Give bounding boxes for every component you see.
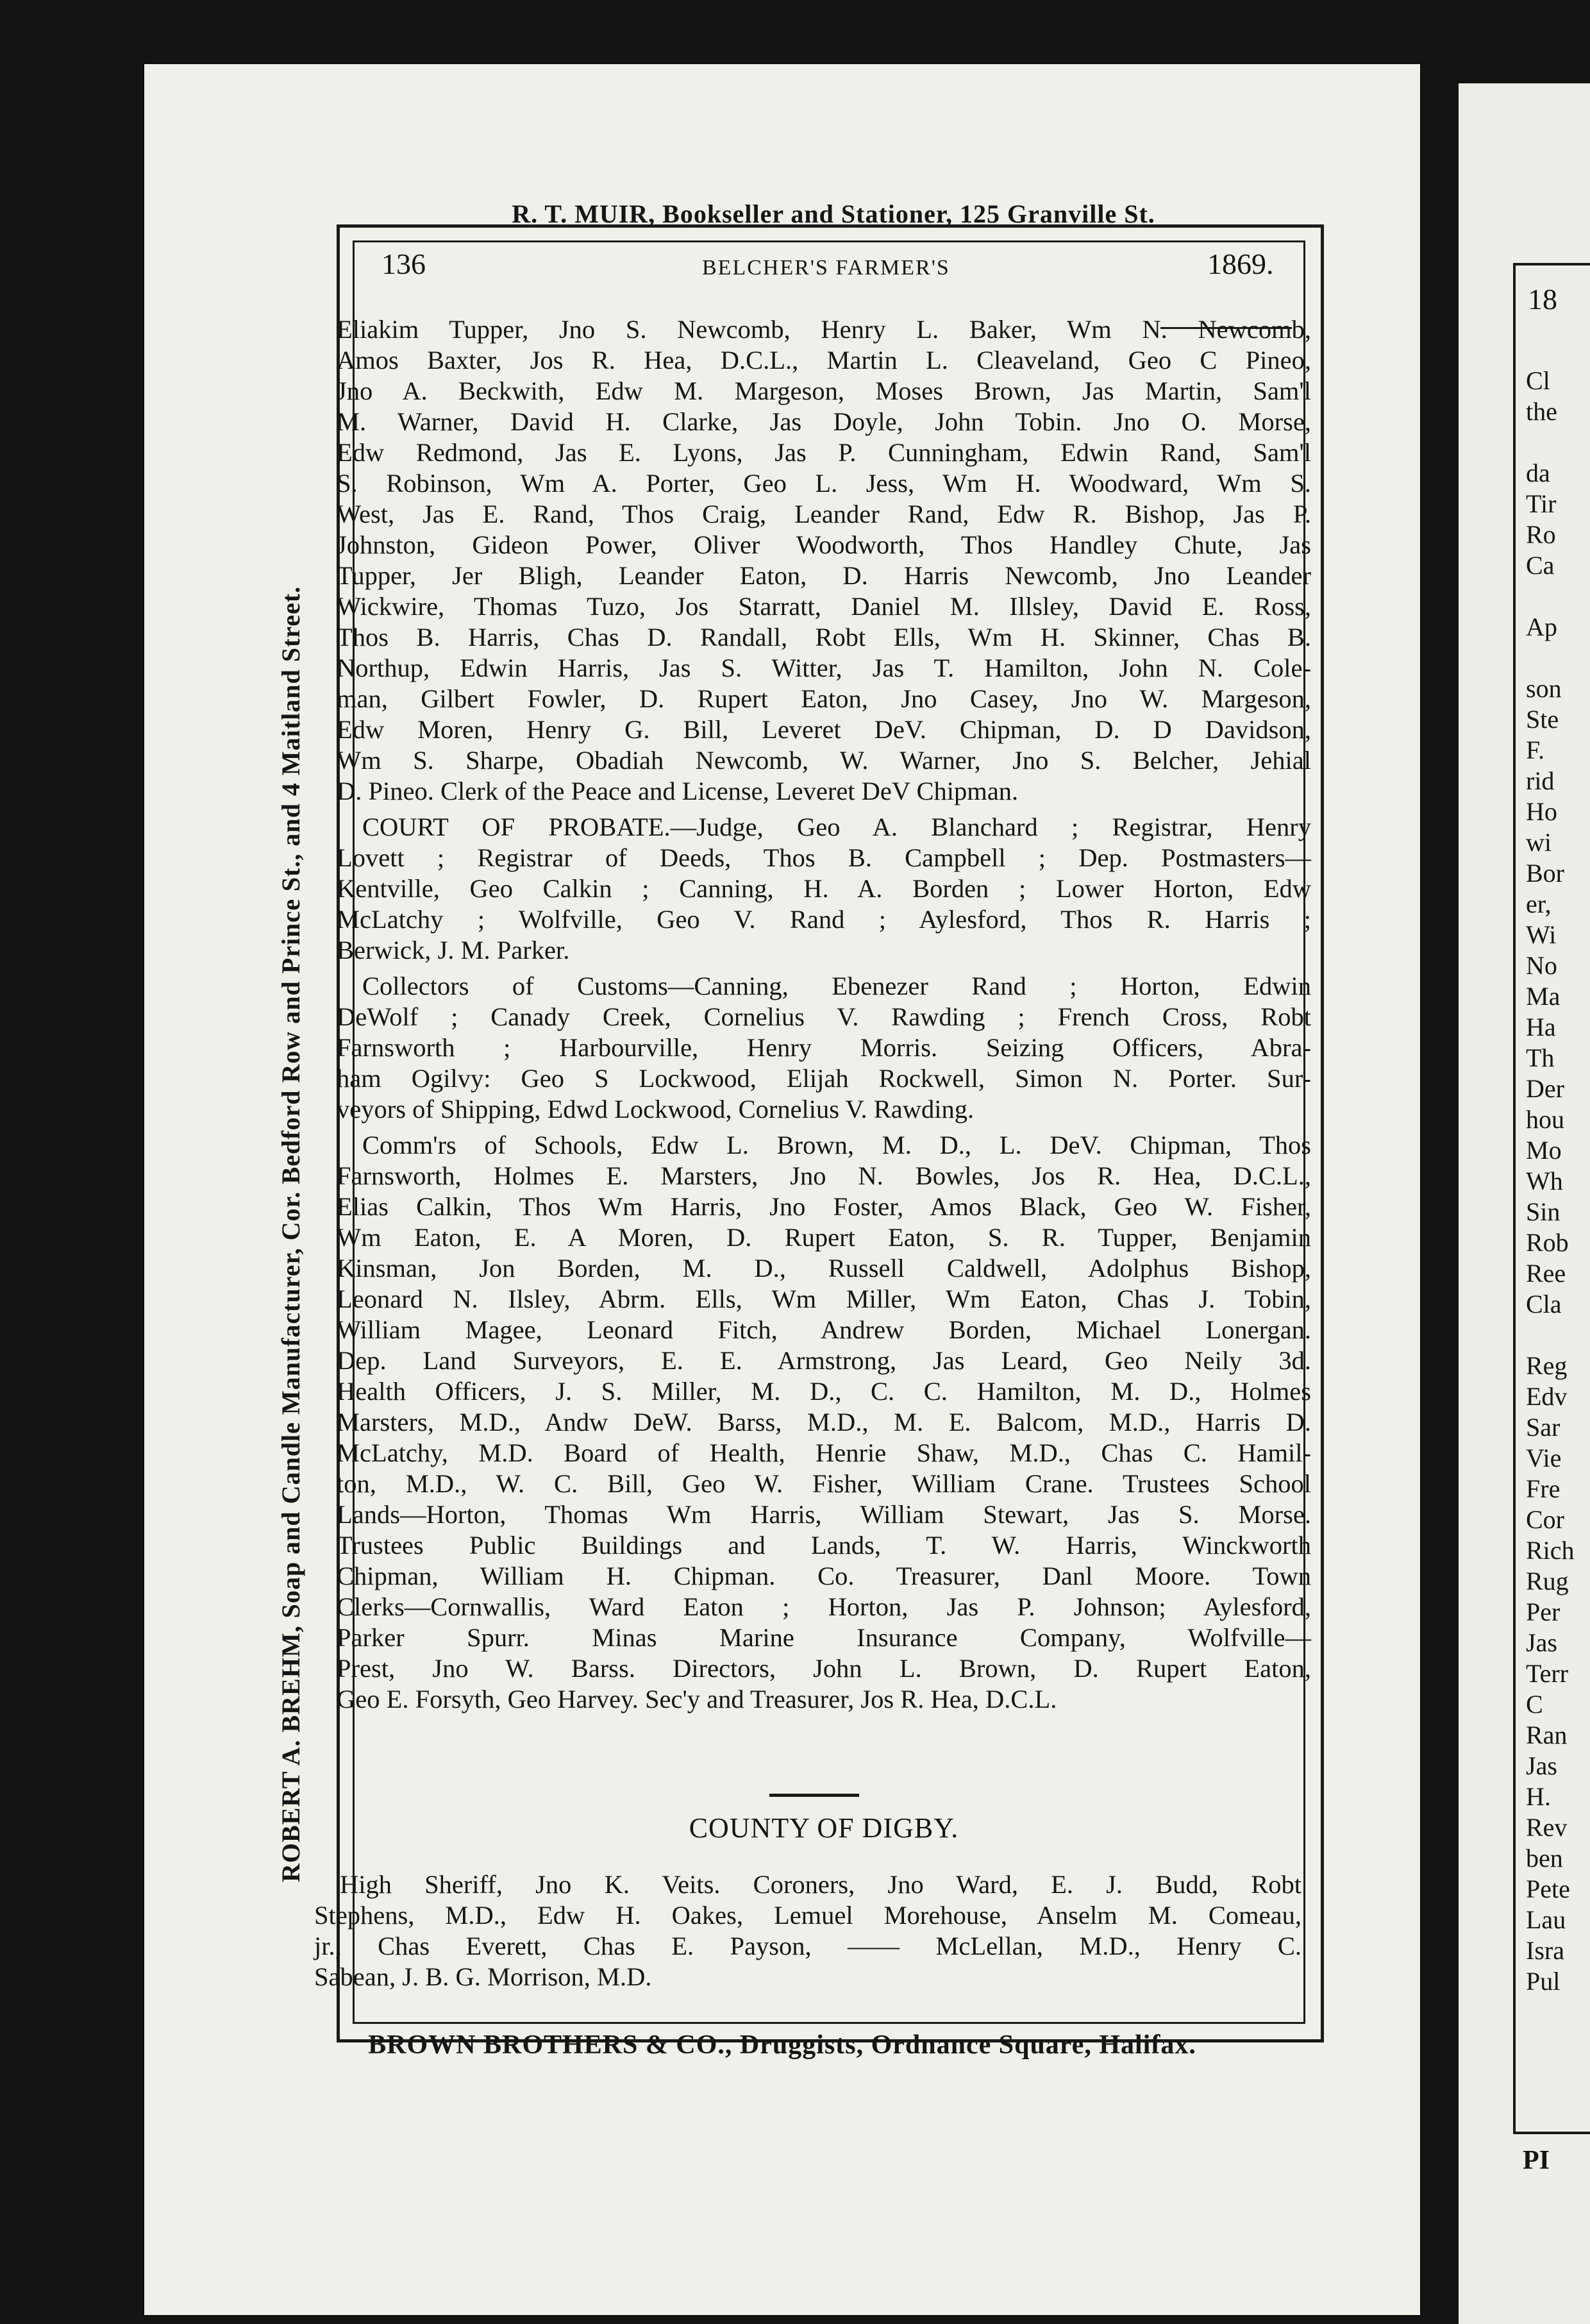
text-line: COURT OF PROBATE.—Judge, Geo A. Blanchard ; Registrar, Henry [362,813,1311,841]
side-advert: ROBERT A. BREHM, Soap and Candle Manufacturer, Cor. Bedford Row and Prince St., and 4 Maitland Street. [276,585,305,1882]
county-line: High Sheriff, Jno K. Veits. Coroners, Jno Ward, E. J. Budd, Robt [340,1870,1301,1899]
text-line: Prest, Jno W. Barss. Directors, John L. Brown, D. Rupert Eaton, [337,1654,1311,1683]
right-page-line: Tir [1526,489,1557,518]
right-page-line [1526,581,1575,612]
right-page-line: hou [1526,1105,1564,1134]
text-line: Johnston, Gideon Power, Oliver Woodworth, Thos Handley Chute, Jas [337,530,1311,559]
county-line: Stephens, M.D., Edw H. Oakes, Lemuel Morehouse, Anselm M. Comeau, [314,1901,1301,1930]
right-page-line: C [1526,1690,1543,1719]
text-line: Tupper, Jer Bligh, Leander Eaton, D. Harris Newcomb, Jno Leander [337,561,1311,590]
right-page-line: Ma [1526,982,1561,1011]
right-page-line: Edv [1526,1382,1568,1411]
text-line: Thos B. Harris, Chas D. Randall, Robt Ells, Wm H. Skinner, Chas B. [337,623,1311,652]
body-text [337,314,1311,2020]
right-page-line: Jas [1526,1628,1557,1657]
right-page-line: Fre [1526,1474,1561,1503]
text-line: Health Officers, J. S. Miller, M. D., C. C. Hamilton, M. D., Holmes [337,1377,1311,1406]
right-page-text [1526,366,1575,1997]
text-line: Chipman, William H. Chipman. Co. Treasurer, Danl Moore. Town [337,1562,1311,1590]
right-page-number: 18 [1528,283,1557,316]
text-line: DeWolf ; Canady Creek, Cornelius V. Rawding ; French Cross, Robt [337,1002,1311,1031]
right-page-line: H. [1526,1782,1551,1811]
right-page-line [1526,1320,1575,1351]
right-page-line: Isra [1526,1936,1564,1965]
right-page-line: Cor [1526,1505,1564,1534]
page-year: 1869. [1207,248,1274,280]
right-page-line: Th [1526,1043,1555,1072]
right-page-line: Cl [1526,366,1550,395]
header-advert: R. T. MUIR, Bookseller and Stationer, 125 Granville St. [512,199,1155,228]
text-line: Kinsman, Jon Borden, M. D., Russell Caldwell, Adolphus Bishop, [337,1254,1311,1283]
right-page-line: F. [1526,736,1545,764]
right-page-line: Reg [1526,1351,1568,1380]
right-page-line: er, [1526,889,1552,918]
text-line: M. Warner, David H. Clarke, Jas Doyle, John Tobin. Jno O. Morse, [337,407,1311,436]
right-page-line: Rob [1526,1228,1569,1257]
county-line: jr., Chas Everett, Chas E. Payson, —— McLellan, M.D., Henry C. [314,1932,1301,1960]
footer-advert: BROWN BROTHERS & CO., Druggists, Ordnance Square, Halifax. [368,2030,1196,2060]
right-page-line: Mo [1526,1136,1562,1165]
text-line: Geo E. Forsyth, Geo Harvey. Sec'y and Treasurer, Jos R. Hea, D.C.L. [337,1685,1057,1714]
text-line: Kentville, Geo Calkin ; Canning, H. A. Borden ; Lower Horton, Edw [337,874,1311,903]
text-line: Comm'rs of Schools, Edw L. Brown, M. D., L. DeV. Chipman, Thos [362,1131,1311,1159]
right-page-line: Ro [1526,520,1556,549]
text-line: Lands—Horton, Thomas Wm Harris, William Stewart, Jas S. Morse. [337,1500,1311,1529]
county-text [314,1869,1301,1992]
right-page-line: Rug [1526,1567,1569,1596]
county-heading: COUNTY OF DIGBY. [689,1812,959,1844]
text-line: Eliakim Tupper, Jno S. Newcomb, Henry L. Baker, Wm N. Newcomb, [337,315,1311,344]
right-page-line: son [1526,674,1562,703]
text-line: Parker Spurr. Minas Marine Insurance Company, Wolfville— [337,1623,1311,1652]
right-page-line: Ca [1526,551,1555,580]
text-line: William Magee, Leonard Fitch, Andrew Borden, Michael Lonergan. [337,1315,1311,1344]
right-page-line: Sin [1526,1197,1561,1226]
text-line: man, Gilbert Fowler, D. Rupert Eaton, Jno Casey, Jno W. Margeson, [337,684,1311,713]
text-line: Farnsworth, Holmes E. Marsters, Jno N. Bowles, Jos R. Hea, D.C.L., [337,1161,1311,1190]
text-line: Amos Baxter, Jos R. Hea, D.C.L., Martin L. Cleaveland, Geo C Pineo, [337,346,1311,375]
right-page-line: Terr [1526,1659,1569,1688]
right-page-line: Bor [1526,859,1564,888]
text-line: Wickwire, Thomas Tuzo, Jos Starratt, Daniel M. Illsley, David E. Ross, [337,592,1311,621]
text-line: Jno A. Beckwith, Edw M. Margeson, Moses Brown, Jas Martin, Sam'l [337,376,1311,405]
text-line: Berwick, J. M. Parker. [337,936,570,964]
right-page-line: da [1526,459,1550,487]
text-line: Trustees Public Buildings and Lands, T. W. Harris, Winckworth [337,1531,1311,1560]
text-line: Wm Eaton, E. A Moren, D. Rupert Eaton, S. R. Tupper, Benjamin [337,1223,1311,1252]
running-title: BELCHER'S FARMER'S [702,256,950,280]
right-page-line: Vie [1526,1444,1562,1472]
right-page-line: Ap [1526,612,1557,641]
right-page-line: Pete [1526,1874,1570,1903]
right-page-footer: PI [1523,2146,1550,2175]
right-page-line: Ran [1526,1721,1568,1749]
text-line: ton, M.D., W. C. Bill, Geo W. Fisher, William Crane. Trustees School [337,1469,1311,1498]
right-page-line [1526,427,1575,458]
right-page-line: rid [1526,766,1555,795]
right-page-line: Rich [1526,1536,1575,1565]
right-page-line [1526,643,1575,673]
section-rule [769,1794,859,1797]
text-line: West, Jas E. Rand, Thos Craig, Leander Rand, Edw R. Bishop, Jas P. [337,500,1311,528]
right-page-line: Ha [1526,1013,1556,1041]
right-page-line: Ree [1526,1259,1566,1288]
county-line: Sabean, J. B. G. Morrison, M.D. [314,1962,652,1991]
right-page-line: Lau [1526,1905,1566,1934]
right-page-line: Ho [1526,797,1557,826]
text-line: Clerks—Cornwallis, Ward Eaton ; Horton, Jas P. Johnson; Aylesford, [337,1592,1311,1621]
text-line: Lovett ; Registrar of Deeds, Thos B. Campbell ; Dep. Postmasters— [337,843,1311,872]
right-page-line: Pul [1526,1967,1561,1996]
text-line: McLatchy, M.D. Board of Health, Henrie Shaw, M.D., Chas C. Hamil- [337,1438,1311,1467]
right-page-line: Per [1526,1597,1561,1626]
right-page-line: the [1526,397,1557,426]
text-line: McLatchy ; Wolfville, Geo V. Rand ; Aylesford, Thos R. Harris ; [337,905,1311,934]
text-line: Northup, Edwin Harris, Jas S. Witter, Jas T. Hamilton, John N. Cole- [337,653,1311,682]
text-line: S. Robinson, Wm A. Porter, Geo L. Jess, Wm H. Woodward, Wm S. [337,469,1311,498]
text-line: Dep. Land Surveyors, E. E. Armstrong, Jas Leard, Geo Neily 3d. [337,1346,1311,1375]
text-line: veyors of Shipping, Edwd Lockwood, Cornelius V. Rawding. [337,1095,975,1124]
right-page-line: wi [1526,828,1552,857]
right-page-line: Sar [1526,1413,1561,1442]
text-line: Elias Calkin, Thos Wm Harris, Jno Foster, Amos Black, Geo W. Fisher, [337,1192,1311,1221]
right-page-line: No [1526,951,1557,980]
right-page-line: Jas [1526,1751,1557,1780]
right-page-line: Der [1526,1074,1564,1103]
right-page-line: Cla [1526,1290,1562,1318]
right-page-line: Wi [1526,920,1557,949]
text-line: Wm S. Sharpe, Obadiah Newcomb, W. Warner, Jno S. Belcher, Jehial [337,746,1311,775]
page-number: 136 [381,248,426,280]
text-line: Edw Redmond, Jas E. Lyons, Jas P. Cunningham, Edwin Rand, Sam'l [337,438,1311,467]
text-line: Collectors of Customs—Canning, Ebenezer Rand ; Horton, Edwin [362,972,1311,1000]
text-line: Farnsworth ; Harbourville, Henry Morris. Seizing Officers, Abra- [337,1033,1311,1062]
right-page-edge [1459,83,1590,2324]
text-line: ham Ogilvy: Geo S Lockwood, Elijah Rockwell, Simon N. Porter. Sur- [337,1064,1311,1093]
right-page-line: Wh [1526,1166,1563,1195]
right-page-line: ben [1526,1844,1563,1873]
right-page-line: Rev [1526,1813,1568,1842]
text-line: Edw Moren, Henry G. Bill, Leveret DeV. Chipman, D. D Davidson, [337,715,1311,744]
text-line: D. Pineo. Clerk of the Peace and License, Leveret DeV Chipman. [337,777,1019,805]
right-page-line: Ste [1526,705,1559,734]
text-line: Marsters, M.D., Andw DeW. Barss, M.D., M. E. Balcom, M.D., Harris D. [337,1408,1311,1436]
text-line: Leonard N. Ilsley, Abrm. Ells, Wm Miller, Wm Eaton, Chas J. Tobin, [337,1284,1311,1313]
